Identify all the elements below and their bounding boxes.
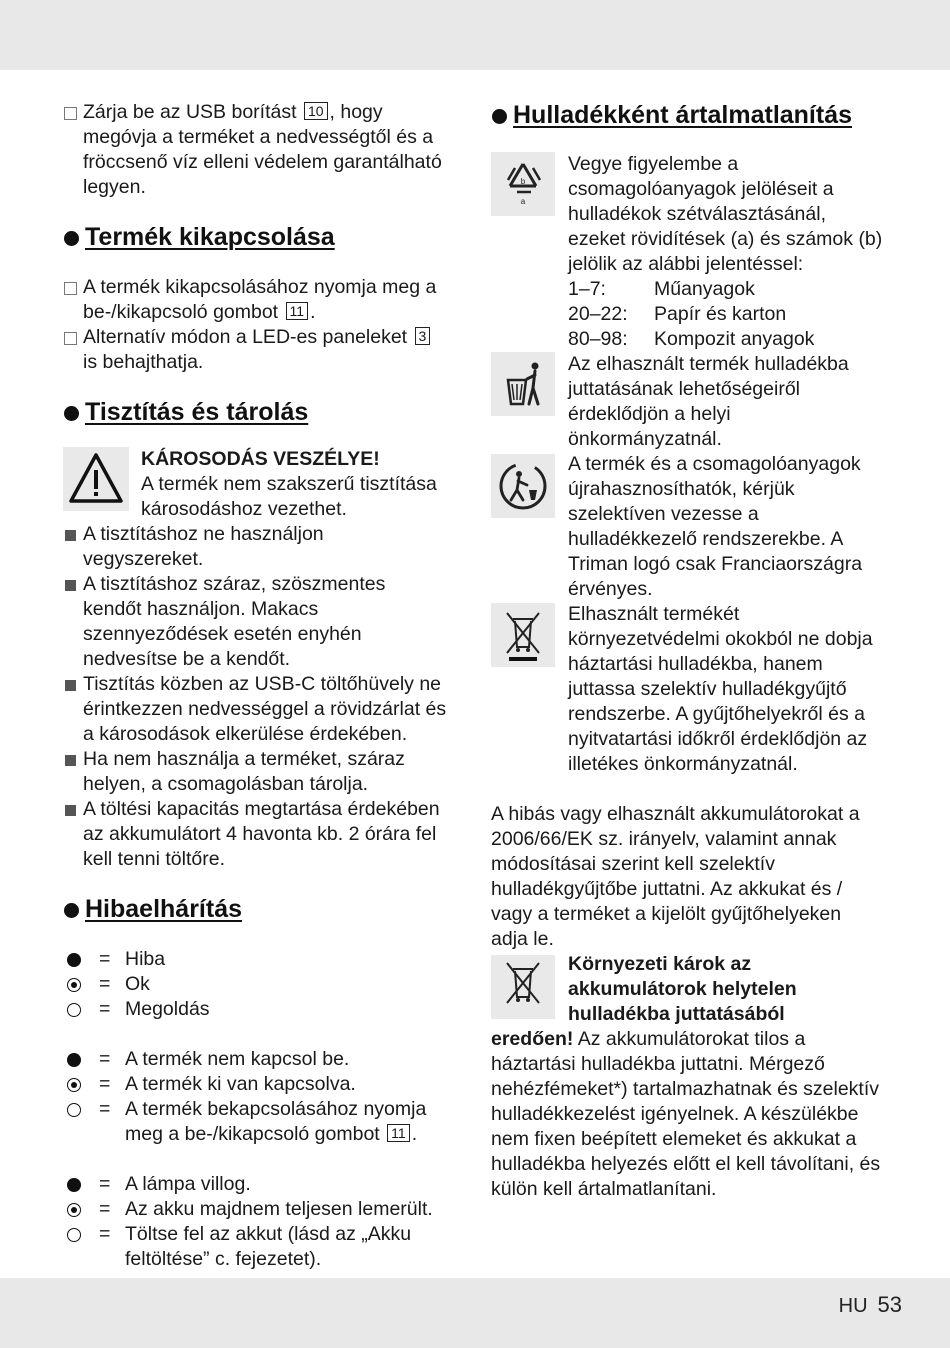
triman-logo-icon xyxy=(491,454,555,518)
material-code-row: 80–98: Kompozit anyagok xyxy=(568,328,815,350)
legend-row-problem: = Hiba xyxy=(63,947,448,972)
triman-info xyxy=(491,452,883,602)
empty-circle-icon xyxy=(67,1003,81,1017)
language-code: HU xyxy=(838,1295,868,1317)
warning-block xyxy=(63,447,448,522)
recycling-code-icon xyxy=(491,152,555,216)
filled-circle-icon xyxy=(67,953,81,967)
warning-text: A termék nem szakszerű tisztítása károsodáshoz vezethet. xyxy=(141,473,437,520)
square-bullet-icon xyxy=(65,755,76,766)
right-column xyxy=(491,100,883,1202)
square-bullet-icon xyxy=(65,680,76,691)
part-number-box: 11 xyxy=(286,302,309,320)
weee-text: Elhasznált termékét környezetvédelmi okokból ne dobja háztartási hulladékba, hanem juttassa szelektív hulladékgyűjtő rendszerbe. A gyűjtőhelyekről és a nyitvatartási időkről érdeklődjön az illetékes önkormányzatnál. xyxy=(568,603,873,775)
legend-row-cause: = Ok xyxy=(63,972,448,997)
bullet-dot-icon xyxy=(64,406,79,421)
material-code-row: 1–7: Műanyagok xyxy=(568,278,755,300)
legend xyxy=(63,947,448,1022)
recycle-info xyxy=(491,152,883,352)
top-band xyxy=(0,0,950,70)
bullseye-circle-icon xyxy=(67,978,81,992)
heading-troubleshooting: Hibaelhárítás xyxy=(63,894,448,924)
checkbox-bullet-icon xyxy=(64,332,77,345)
filled-circle-icon xyxy=(67,1053,81,1067)
bullseye-circle-icon xyxy=(67,1078,81,1092)
part-number-box: 11 xyxy=(387,1124,410,1142)
trouble-case-1 xyxy=(63,1047,448,1147)
warning-triangle-icon xyxy=(63,447,129,511)
filled-circle-icon xyxy=(67,1178,81,1192)
heading-disposal: Hulladékként ártalmatlanítás xyxy=(491,100,883,130)
square-bullet-icon xyxy=(65,580,76,591)
battery-warning-text: eredően! Az akkumulátorokat tilos a háztartási hulladékba juttatni. Mérgező nehézfémeket*) tartalmazhatnak és szelektív hulladékkezelést igényelnek. A készülékbe nem fixen beépített elemeket és akkukat a hulladékba helyezés előtt el kell távolítani, és külön kell ártalmatlanítani. xyxy=(491,1028,881,1200)
problem-row: = A termék nem kapcsol be. xyxy=(63,1047,448,1072)
empty-circle-icon xyxy=(67,1103,81,1117)
heading-switch-off: Termék kikapcsolása xyxy=(63,222,448,252)
battery-warning xyxy=(491,952,883,1027)
battery-paragraph: A hibás vagy elhasznált akkumulátorokat a 2006/66/EK sz. irányelv, valamint annak módosításai szerint kell szelektív hulladékgyűjtőbe juttatni. Az akkukat és / vagy a terméket a kijelölt gyűjtőhelyeken adja le. xyxy=(491,803,860,950)
list-item-switch-off: A termék kikapcsolásához nyomja meg a be-/kikapcsoló gombot 11 . xyxy=(63,275,448,325)
empty-circle-icon xyxy=(67,1228,81,1242)
usb-text-post: , hogy megóvja a terméket a nedvességtől és a fröccsenő víz elleni védelem garantálható legyen. xyxy=(83,101,442,198)
list-item: Tisztítás közben az USB-C töltőhüvely ne érintkezzen nedvességgel a rövidzárlat és a károsodások elkerülése érdekében. xyxy=(63,672,448,747)
recycle-icon-letter-a: a xyxy=(520,197,526,206)
list-item-fold-panels: Alternatív módon a LED-es paneleket 3 is behajthatja. xyxy=(63,325,448,375)
legend-row-solution: = Megoldás xyxy=(63,997,448,1022)
bottom-band xyxy=(0,1278,950,1348)
recycle-text: Vegye figyelembe a csomagolóanyagok jelöléseit a hulladékok szétválasztásánál, ezeket rövidítések (a) és számok (b) jelölik az alábbi jelentéssel: xyxy=(568,153,883,275)
part-number-box: 3 xyxy=(415,327,431,345)
crossed-bin-icon xyxy=(491,603,555,667)
square-bullet-icon xyxy=(65,530,76,541)
crossed-bin-battery-icon xyxy=(491,955,555,1019)
bullet-dot-icon xyxy=(64,231,79,246)
page-number xyxy=(839,1292,902,1319)
usb-text-pre: Zárja be az USB borítást xyxy=(83,101,297,123)
problem-row: = A lámpa villog. xyxy=(63,1172,448,1197)
square-bullet-icon xyxy=(65,805,76,816)
solution-row: = A termék bekapcsolásához nyomja meg a be-/kikapcsoló gombot 11 . xyxy=(63,1097,448,1147)
trouble-case-2 xyxy=(63,1172,448,1272)
bullseye-circle-icon xyxy=(67,1203,81,1217)
bin-text: Az elhasznált termék hulladékba juttatásának lehetőségeiről érdeklődjön a helyi önkormányzatnál. xyxy=(568,353,849,450)
list-item: A töltési kapacitás megtartása érdekében az akkumulátort 4 havonta kb. 2 órára fel kell tenni töltőre. xyxy=(63,797,448,872)
heading-cleaning: Tisztítás és tárolás xyxy=(63,397,448,427)
part-number-box: 10 xyxy=(304,102,328,120)
list-item: A tisztításhoz ne használjon vegyszereket. xyxy=(63,522,448,572)
solution-row: = Töltse fel az akkut (lásd az „Akku feltöltése” c. fejezetet). xyxy=(63,1222,448,1272)
bin-info xyxy=(491,352,883,452)
warning-title: KÁROSODÁS VESZÉLYE! xyxy=(141,448,380,470)
cause-row: = Az akku majdnem teljesen lemerült. xyxy=(63,1197,448,1222)
material-code-row: 20–22: Papír és karton xyxy=(568,303,787,325)
checkbox-bullet-icon xyxy=(64,107,77,120)
bullet-dot-icon xyxy=(64,903,79,918)
weee-info xyxy=(491,602,883,777)
left-column xyxy=(63,100,448,1272)
list-item: A tisztításhoz száraz, szöszmentes kendőt használjon. Makacs szennyeződések esetén enyhén nedvesítse be a kendőt. xyxy=(63,572,448,672)
cause-row: = A termék ki van kapcsolva. xyxy=(63,1072,448,1097)
list-item-usb-cover xyxy=(63,100,448,200)
recycle-icon-letter-b: b xyxy=(520,177,526,186)
person-bin-icon xyxy=(491,352,555,416)
battery-warning-title: Környezeti károk az akkumulátorok helytelen hulladékba juttatásából xyxy=(568,953,797,1025)
list-item: Ha nem használja a terméket, száraz helyen, a csomagolásban tárolja. xyxy=(63,747,448,797)
page-number-value: 53 xyxy=(877,1292,902,1317)
checkbox-bullet-icon xyxy=(64,282,77,295)
bullet-dot-icon xyxy=(492,109,507,124)
triman-text: A termék és a csomagolóanyagok újrahasznosíthatók, kérjük szelektíven vezesse a hulladékkezelő rendszerekbe. A Triman logó csak Franciaországra érvényes. xyxy=(568,453,863,600)
